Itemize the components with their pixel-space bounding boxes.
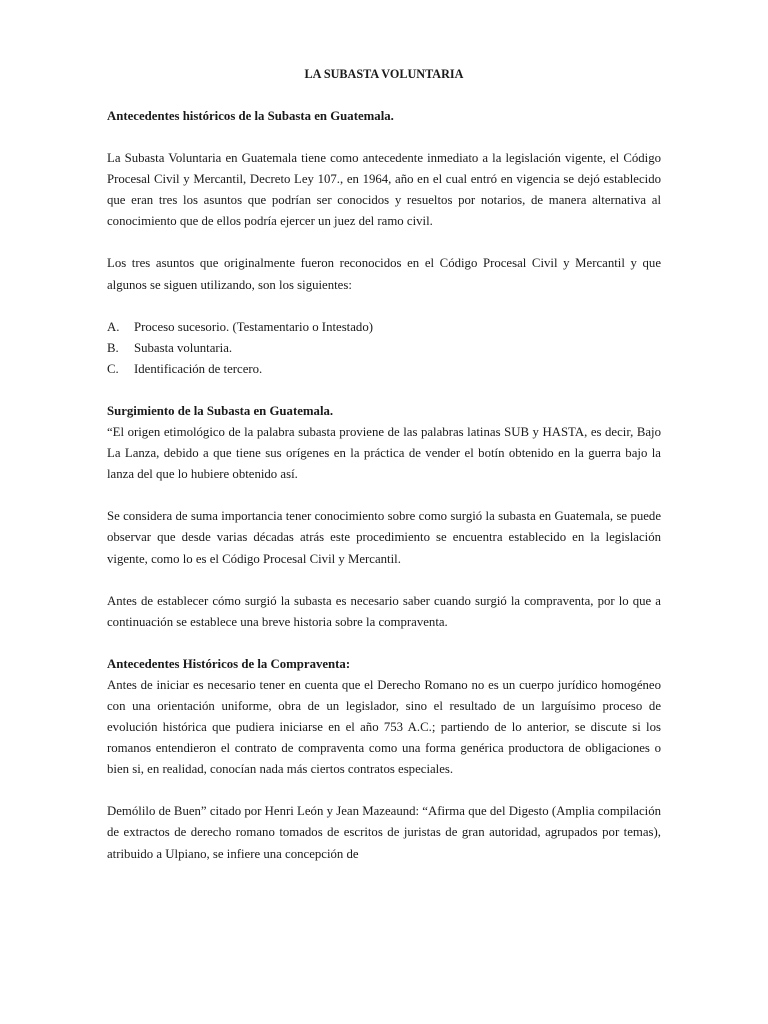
list-item-text: Subasta voluntaria. — [134, 340, 233, 355]
paragraph: “El origen etimológico de la palabra subasta proviene de las palabras latinas SUB y HASTA, es decir, Bajo La Lanza, debido a que tiene sus orígenes en la práctica de vender el botín obtenido en la guerra bajo la lanza del que lo hubiere obtenido así. — [107, 425, 661, 482]
list-marker: A. — [107, 319, 120, 334]
paragraph: Demólilo de Buen” citado por Henri León y Jean Mazeaund: “Afirma que del Digesto (Amplia compilación de extractos de derecho romano tomados de escritos de juristas de gran autoridad, agrupados por temas), atribuido a Ulpiano, se infiere una concepción de — [107, 804, 661, 861]
paragraph: La Subasta Voluntaria en Guatemala tiene como antecedente inmediato a la legislación vigente, el Código Procesal Civil y Mercantil, Decreto Ley 107., en 1964, año en el cual entró en vigencia se dejó establecido que eran tres los asuntos que podrían ser conocidos y resueltos por notarios, de manera alternativa al conocimiento que de ellos podría ejercer un juez del ramo civil. — [107, 151, 661, 229]
asuntos-list — [107, 317, 661, 380]
section-heading-antecedentes-subasta: Antecedentes históricos de la Subasta en Guatemala. — [107, 109, 394, 123]
document-page — [107, 64, 661, 865]
list-marker: C. — [107, 361, 119, 376]
section-heading-surgimiento: Surgimiento de la Subasta en Guatemala. — [107, 403, 334, 418]
list-item — [107, 359, 661, 380]
list-item-text: Identificación de tercero. — [134, 361, 263, 376]
document-title: LA SUBASTA VOLUNTARIA — [304, 67, 464, 81]
paragraph: Antes de iniciar es necesario tener en cuenta que el Derecho Romano no es un cuerpo jurídico homogéneo con una orientación uniforme, obra de un legislador, sino el resultado de un larguísimo proceso de evolución histórica que pudiera iniciarse en el año 753 A.C.; partiendo de lo anterior, se discute si los romanos entendieron el contrato de compraventa como una forma genérica productora de obligaciones o bien si, en realidad, conocían nada más ciertos contratos especiales. — [107, 677, 661, 777]
paragraph: Los tres asuntos que originalmente fueron reconocidos en el Código Procesal Civil y Mercantil y que algunos se siguen utilizando, son los siguientes: — [107, 256, 661, 292]
section-heading-compraventa: Antecedentes Históricos de la Compraventa: — [107, 656, 351, 671]
list-marker: B. — [107, 340, 119, 355]
list-item-text: Proceso sucesorio. (Testamentario o Intestado) — [134, 319, 373, 334]
list-item — [107, 317, 661, 338]
paragraph: Antes de establecer cómo surgió la subasta es necesario saber cuando surgió la compraventa, por lo que a continuación se establece una breve historia sobre la compraventa. — [107, 593, 661, 629]
paragraph: Se considera de suma importancia tener conocimiento sobre como surgió la subasta en Guatemala, se puede observar que desde varias décadas atrás este procedimiento se encuentra establecido en la legislación vigente, como lo es el Código Procesal Civil y Mercantil. — [107, 509, 661, 566]
list-item — [107, 338, 661, 359]
